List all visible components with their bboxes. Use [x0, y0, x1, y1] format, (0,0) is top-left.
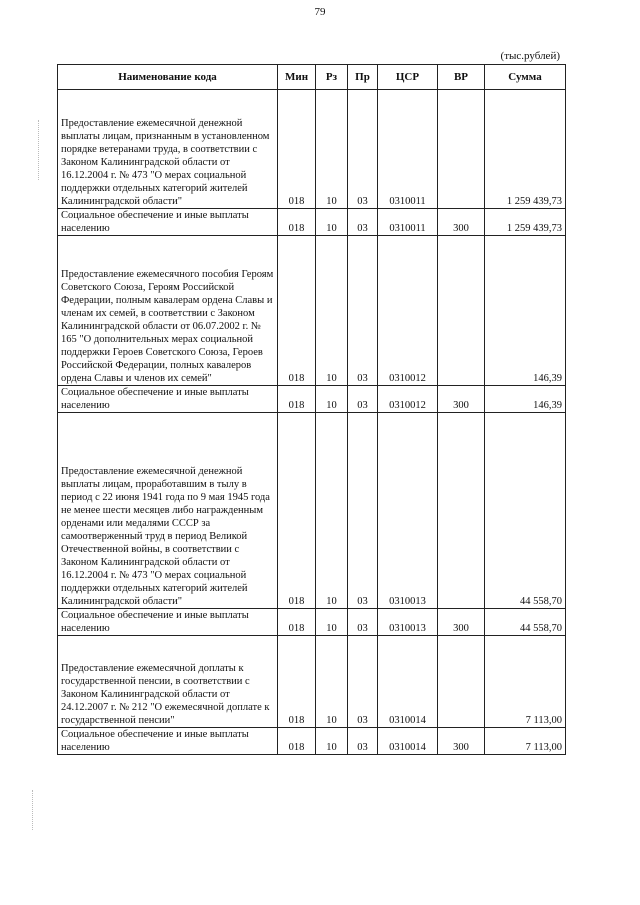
- row-pr-text: 03: [357, 400, 368, 411]
- row-name-text: Предоставление ежемесячной денежной выплаты лицам, проработавшим в тылу в период с 22 июня 1941 года по 9 мая 1945 года не менее шести месяцев либо награжденным орденами или медалями СССР за самоотверженный труд в период Великой Отечественной войны, в соответствии с Законом Калининградской области от 16.12.2004 г. № 473 "О мерах социальной поддержки отдельных категорий жителей Калининградской области": [61, 466, 270, 607]
- row-name: [58, 90, 278, 209]
- row-pr: [348, 609, 378, 636]
- row-min: [278, 386, 316, 413]
- row-rz: [316, 90, 348, 209]
- row-pr-text: 03: [357, 223, 368, 234]
- row-rz: [316, 636, 348, 728]
- scan-artifact: [38, 120, 40, 180]
- row-pr-text: 03: [357, 623, 368, 634]
- row-name-text: Предоставление ежемесячной денежной выплаты лицам, признанным в установленном порядке ветеранами труда, в соответствии с Законом Калининградской области от 16.12.2004 г. № 473 "О мерах социальной поддержки отдельных категорий жителей Калининградской области": [61, 118, 270, 207]
- row-min: [278, 728, 316, 755]
- table-header-row: [58, 65, 566, 90]
- row-min-text: 018: [288, 223, 305, 234]
- row-csr: [378, 413, 438, 609]
- row-sum-text: 146,39: [533, 400, 562, 411]
- row-name: [58, 386, 278, 413]
- row-vr: [438, 636, 485, 728]
- table-row: [58, 636, 566, 728]
- row-vr-text: 300: [453, 742, 469, 753]
- row-csr: [378, 236, 438, 386]
- table-row: [58, 90, 566, 209]
- row-csr-text: 0310014: [389, 715, 426, 726]
- row-sum: [485, 209, 566, 236]
- row-min: [278, 236, 316, 386]
- row-vr: [438, 386, 485, 413]
- row-name: [58, 413, 278, 609]
- row-rz-text: 10: [326, 742, 337, 753]
- table-row: [58, 413, 566, 609]
- scan-artifact: [32, 790, 34, 830]
- row-csr: [378, 90, 438, 209]
- row-name: [58, 728, 278, 755]
- table-row: [58, 386, 566, 413]
- row-rz-text: 10: [326, 623, 337, 634]
- row-pr-text: 03: [357, 373, 368, 384]
- table-row: [58, 236, 566, 386]
- row-sum: [485, 236, 566, 386]
- row-min-text: 018: [288, 715, 305, 726]
- row-sum-text: 44 558,70: [520, 623, 562, 634]
- row-min-text: 018: [288, 742, 305, 753]
- row-csr-text: 0310014: [389, 742, 426, 753]
- row-csr-text: 0310012: [389, 373, 426, 384]
- row-sum-text: 1 259 439,73: [506, 196, 562, 207]
- row-min-text: 018: [288, 596, 305, 607]
- row-min-text: 018: [288, 196, 305, 207]
- row-pr-text: 03: [357, 196, 368, 207]
- budget-table: [57, 64, 566, 755]
- row-vr: [438, 609, 485, 636]
- row-vr: [438, 90, 485, 209]
- row-sum-text: 44 558,70: [520, 596, 562, 607]
- header-pr: Пр: [348, 65, 378, 90]
- row-sum: [485, 609, 566, 636]
- row-csr: [378, 386, 438, 413]
- row-rz-text: 10: [326, 596, 337, 607]
- row-min: [278, 413, 316, 609]
- row-csr-text: 0310013: [389, 596, 426, 607]
- page-number: 79: [314, 6, 326, 18]
- row-name-text: Предоставление ежемесячной доплаты к государственной пенсии, в соответствии с Законом Калининградской области от 24.12.2007 г. № 212 "О ежемесячной доплате к государственной пенсии": [61, 663, 270, 726]
- row-rz: [316, 728, 348, 755]
- row-name-text: Социальное обеспечение и иные выплаты населению: [61, 610, 249, 634]
- row-rz: [316, 236, 348, 386]
- row-vr-text: 300: [453, 623, 469, 634]
- row-csr-text: 0310011: [389, 196, 426, 207]
- row-pr: [348, 209, 378, 236]
- row-min-text: 018: [288, 623, 305, 634]
- row-rz-text: 10: [326, 373, 337, 384]
- header-rz: Рз: [316, 65, 348, 90]
- row-rz: [316, 609, 348, 636]
- row-sum-text: 146,39: [533, 373, 562, 384]
- row-name-text: Социальное обеспечение и иные выплаты населению: [61, 210, 249, 234]
- row-sum: [485, 413, 566, 609]
- header-min: Мин: [278, 65, 316, 90]
- row-rz-text: 10: [326, 196, 337, 207]
- row-min-text: 018: [288, 373, 305, 384]
- row-rz: [316, 413, 348, 609]
- row-csr: [378, 209, 438, 236]
- row-vr: [438, 728, 485, 755]
- row-vr: [438, 413, 485, 609]
- table-row: [58, 609, 566, 636]
- row-csr: [378, 609, 438, 636]
- row-sum: [485, 636, 566, 728]
- row-pr-text: 03: [357, 715, 368, 726]
- header-sum: Сумма: [485, 65, 566, 90]
- row-min: [278, 90, 316, 209]
- header-csr: ЦСР: [378, 65, 438, 90]
- row-pr-text: 03: [357, 596, 368, 607]
- row-csr: [378, 728, 438, 755]
- row-min: [278, 209, 316, 236]
- row-vr-text: 300: [453, 223, 469, 234]
- units-label: (тыс.рублей): [500, 50, 560, 62]
- row-sum-text: 7 113,00: [525, 742, 562, 753]
- row-sum: [485, 90, 566, 209]
- table-row: [58, 209, 566, 236]
- row-csr-text: 0310013: [389, 623, 426, 634]
- row-sum: [485, 728, 566, 755]
- row-name-text: Предоставление ежемесячного пособия Героям Советского Союза, Героям Российской Федерации, полным кавалерам ордена Славы и членам их семей, в соответствии с Законом Калининградской области от 06.07.2002 г. № 165 "О дополнительных мерах социальной поддержки Героев Советского Союза, Героев Российской Федерации, полных кавалеров ордена Славы и членов их семей": [61, 269, 274, 384]
- row-csr: [378, 636, 438, 728]
- row-rz: [316, 209, 348, 236]
- row-name: [58, 209, 278, 236]
- table-row: [58, 728, 566, 755]
- row-csr-text: 0310011: [389, 223, 426, 234]
- row-pr-text: 03: [357, 742, 368, 753]
- row-rz-text: 10: [326, 715, 337, 726]
- row-sum: [485, 386, 566, 413]
- row-pr: [348, 636, 378, 728]
- row-csr-text: 0310012: [389, 400, 426, 411]
- row-vr-text: 300: [453, 400, 469, 411]
- row-pr: [348, 236, 378, 386]
- row-name-text: Социальное обеспечение и иные выплаты населению: [61, 387, 249, 411]
- row-pr: [348, 413, 378, 609]
- row-rz-text: 10: [326, 400, 337, 411]
- header-name: Наименование кода: [58, 65, 278, 90]
- row-name-text: Социальное обеспечение и иные выплаты населению: [61, 729, 249, 753]
- row-vr: [438, 209, 485, 236]
- row-sum-text: 7 113,00: [525, 715, 562, 726]
- header-vr: ВР: [438, 65, 485, 90]
- row-name: [58, 236, 278, 386]
- row-rz: [316, 386, 348, 413]
- row-name: [58, 609, 278, 636]
- row-min: [278, 636, 316, 728]
- row-min-text: 018: [288, 400, 305, 411]
- row-pr: [348, 728, 378, 755]
- row-rz-text: 10: [326, 223, 337, 234]
- row-vr: [438, 236, 485, 386]
- row-pr: [348, 386, 378, 413]
- row-name: [58, 636, 278, 728]
- row-min: [278, 609, 316, 636]
- row-pr: [348, 90, 378, 209]
- row-sum-text: 1 259 439,73: [506, 223, 562, 234]
